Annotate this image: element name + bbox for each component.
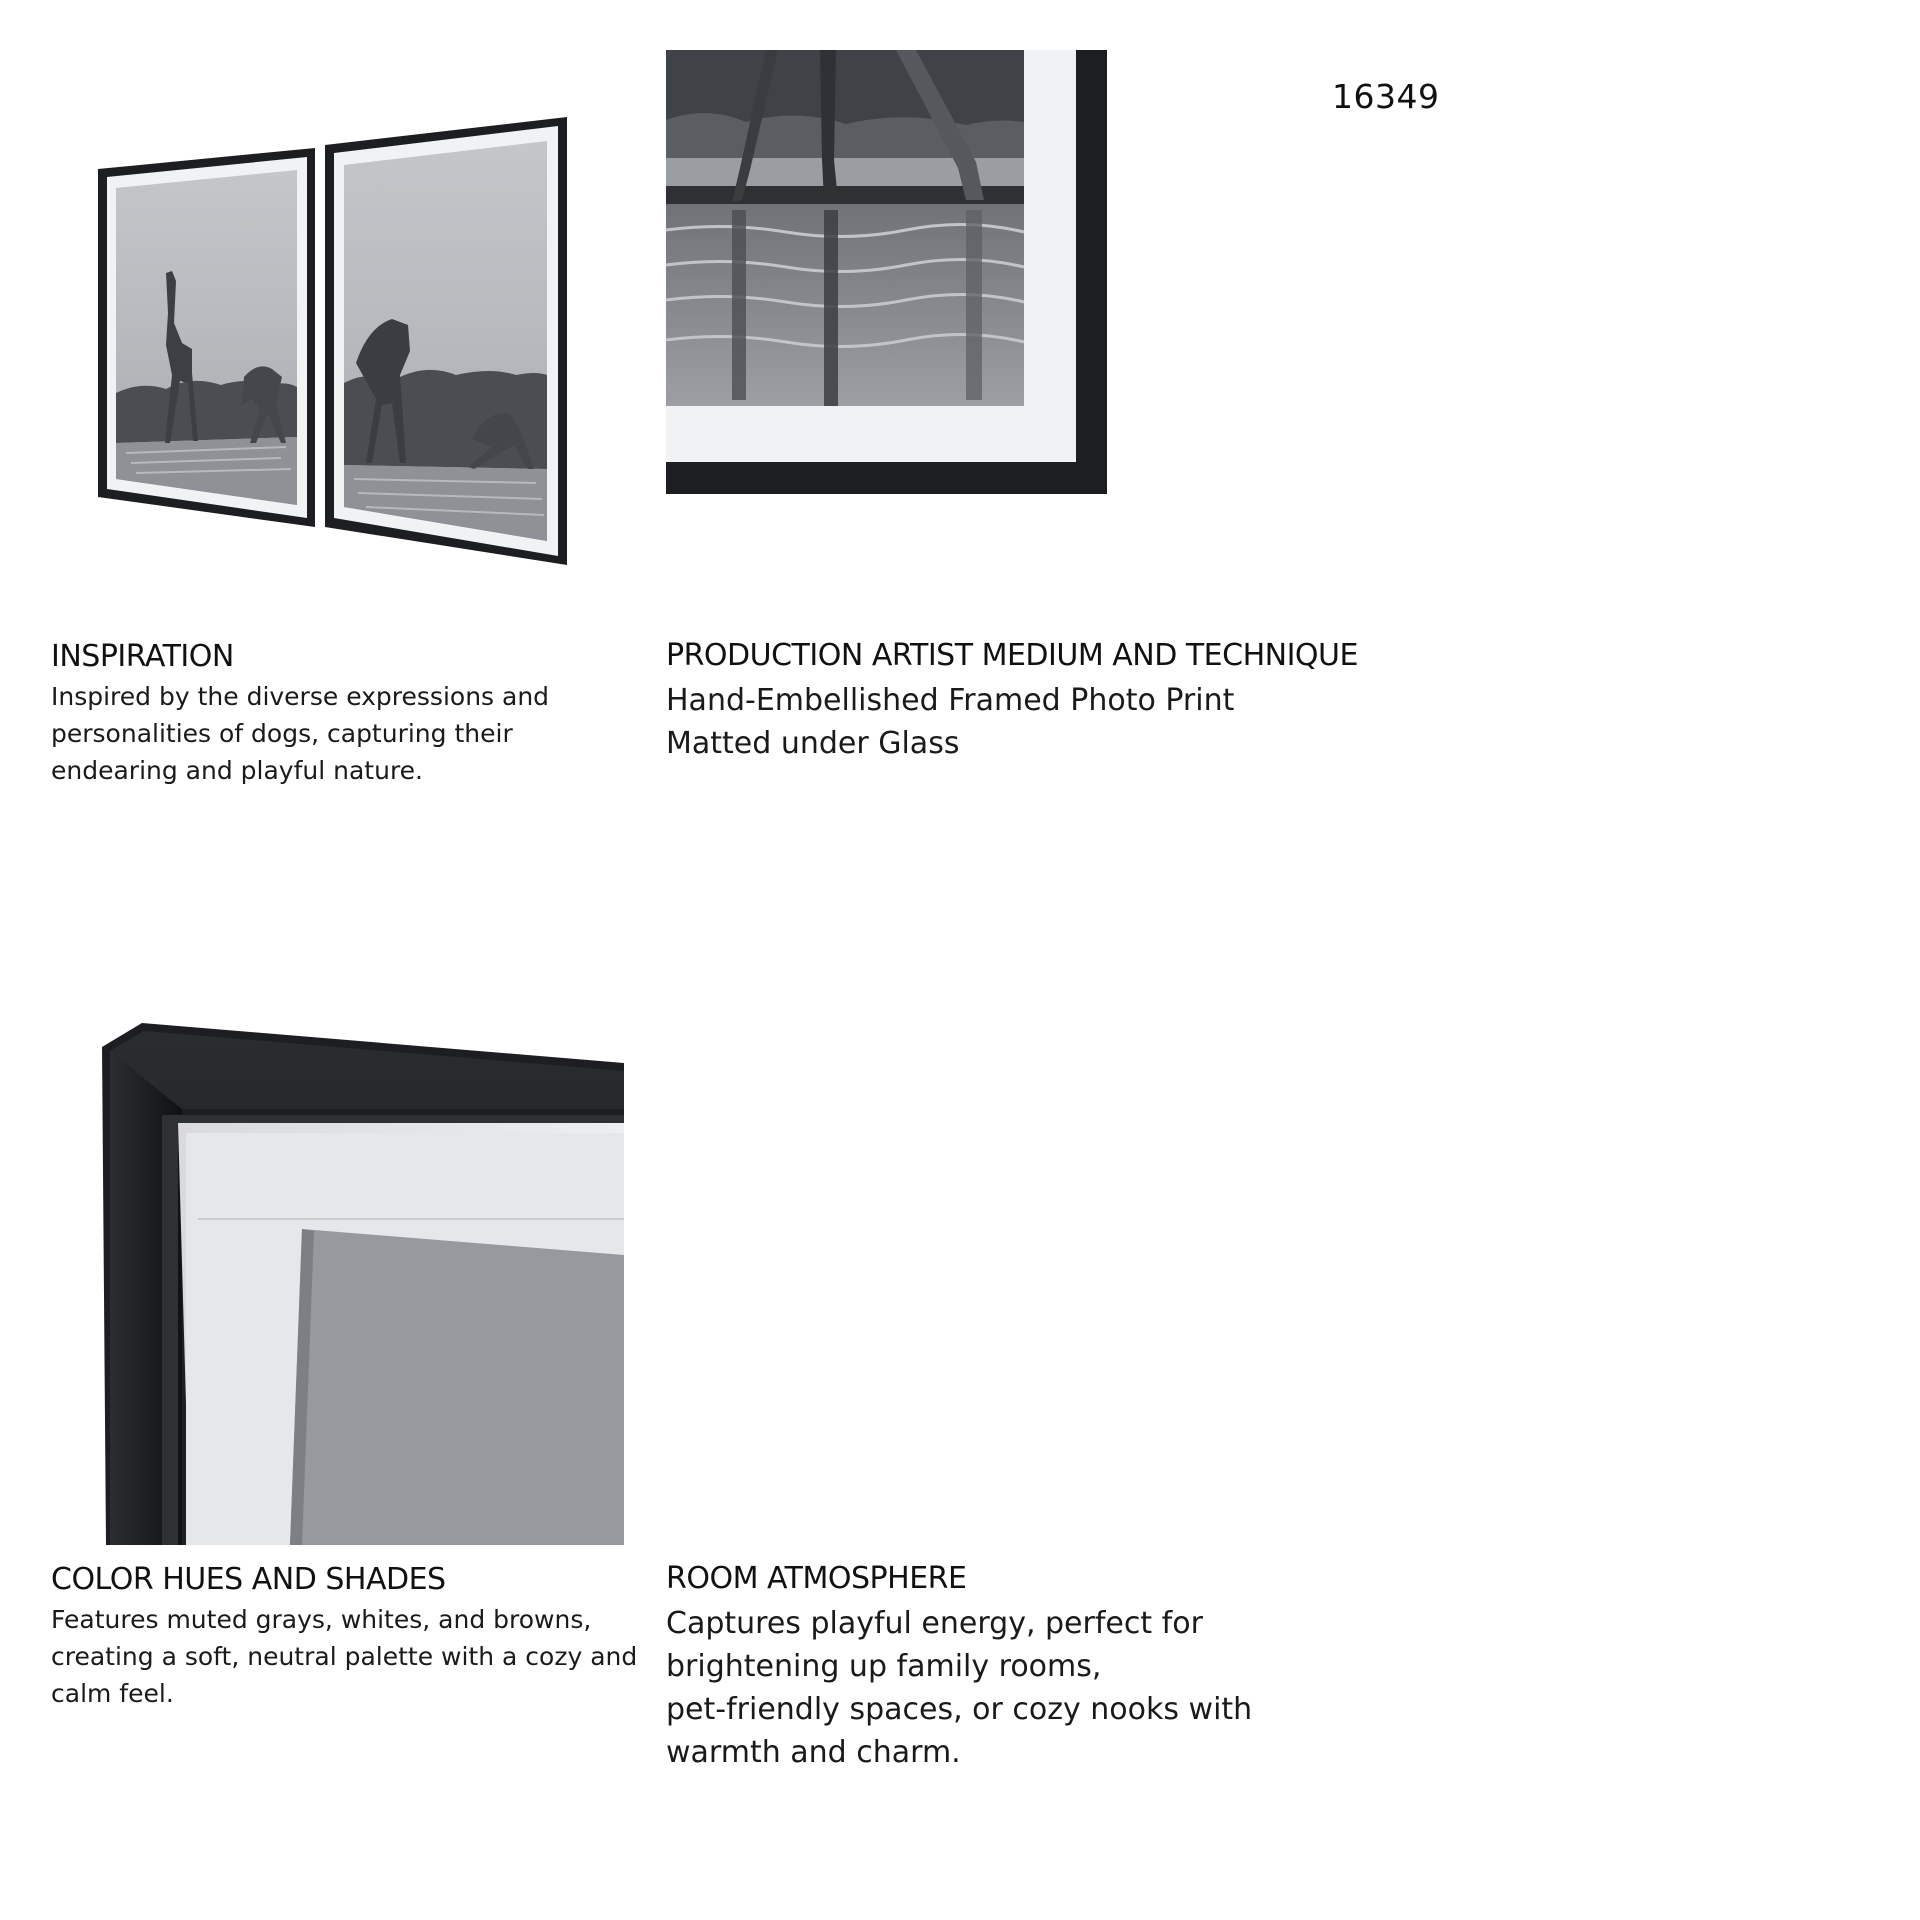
color-section [51,1561,651,1712]
product-sku: 16349 [1332,77,1440,116]
detail-closeup-photo [666,50,1107,494]
color-line: calm feel. [51,1679,174,1708]
room-line: pet-friendly spaces, or cozy nooks with [666,1692,1253,1727]
framed-pair-photo [96,113,582,565]
room-heading: ROOM ATMOSPHERE [666,1561,967,1596]
room-section [666,1560,1286,1774]
color-text [51,1601,651,1712]
room-line: brightening up family rooms, [666,1649,1102,1684]
production-text [666,679,1566,765]
inspiration-text [51,678,621,789]
production-line: Hand-Embellished Framed Photo Print [666,683,1235,718]
room-line: warmth and charm. [666,1735,961,1770]
inspiration-heading: INSPIRATION [51,639,234,674]
frame-corner-photo [102,1023,624,1545]
room-text [666,1602,1286,1774]
color-line: creating a soft, neutral palette with a cozy and [51,1642,638,1671]
inspiration-line: personalities of dogs, capturing their [51,719,513,748]
room-line: Captures playful energy, perfect for [666,1606,1203,1641]
frame-corner-image [102,1023,624,1545]
giraffe-diptych-image [96,113,582,565]
color-line: Features muted grays, whites, and browns, [51,1605,592,1634]
production-section [666,637,1566,765]
color-heading: COLOR HUES AND SHADES [51,1562,446,1597]
inspiration-line: Inspired by the diverse expressions and [51,682,550,711]
inspiration-line: endearing and playful nature. [51,756,423,785]
inspiration-section [51,638,621,789]
production-heading: PRODUCTION ARTIST MEDIUM AND TECHNIQUE [666,638,1358,673]
water-reflection-image [666,50,1107,494]
production-line: Matted under Glass [666,726,960,761]
